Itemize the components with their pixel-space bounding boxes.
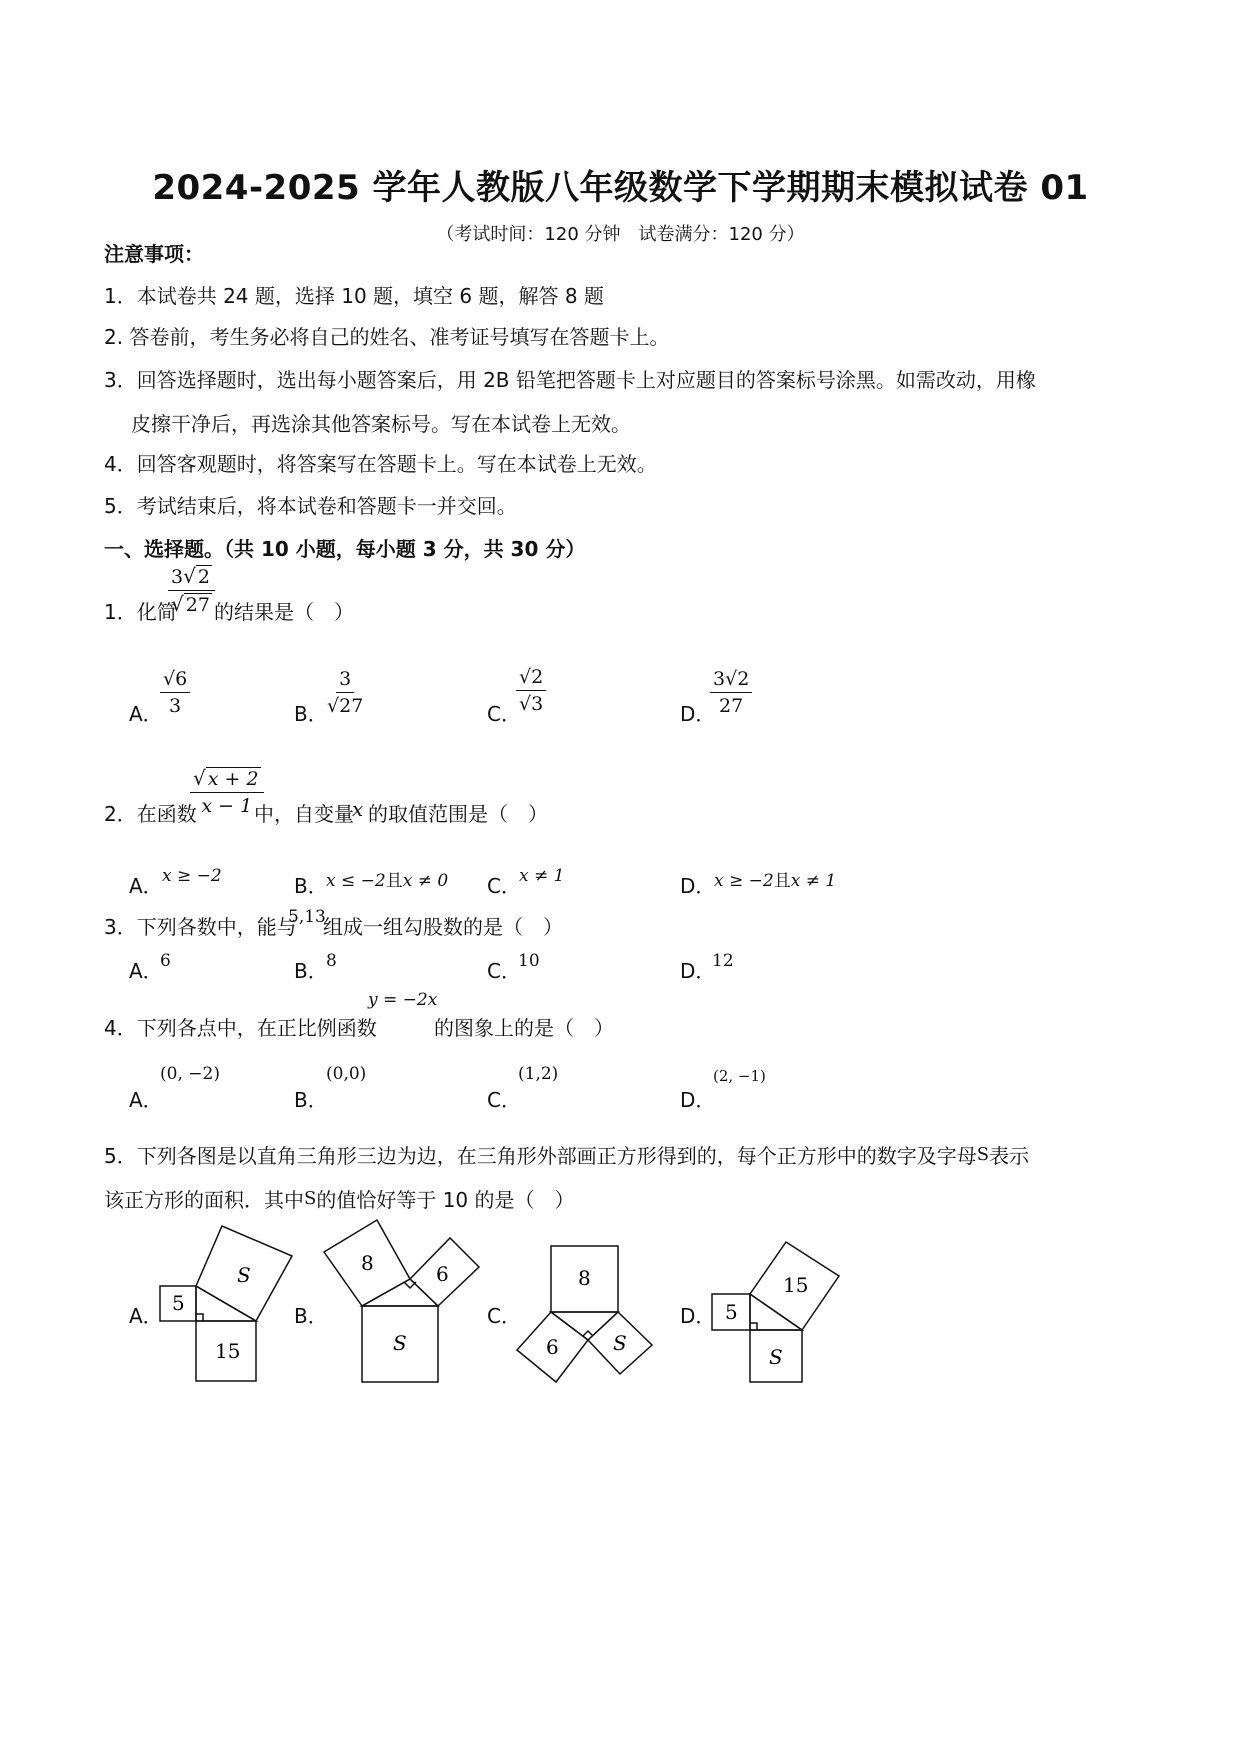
q2-option-c[interactable]: x ≠ 1 [519,866,565,886]
q4-option-d-label[interactable]: D． [680,1088,716,1112]
q1-option-a[interactable]: $\frac{√6}{3}$ [160,666,190,719]
q2-option-a-label[interactable]: A． [129,874,163,898]
q4-function: y = −2x [368,990,438,1010]
q2-option-b[interactable]: x ≤ −2且x ≠ 0 [326,871,449,891]
q3-option-c[interactable]: 10 [518,951,540,971]
q5-option-d-label[interactable]: D． [680,1304,716,1328]
q2-expression: $\frac{√ x + 2}{x - 1}$ [190,765,264,819]
q5-option-c-label[interactable]: C． [487,1304,521,1328]
q1-den-rad: 27 [185,594,210,616]
note-item-4: 4．回答客观题时，将答案写在答题卡上。写在本试卷上无效。 [104,452,657,476]
q4-option-d[interactable]: (2, −1) [713,1067,766,1085]
q4-option-b-label[interactable]: B． [294,1088,328,1112]
q3-nums: 5,13 [288,907,326,927]
q1-option-a-label[interactable]: A． [129,702,163,726]
notes-heading: 注意事项： [104,242,204,266]
q5-line2: 该正方形的面积．其中S的值恰好等于 10 的是（ ） [104,1188,575,1212]
q4-option-c[interactable]: (1,2) [518,1064,559,1084]
note-item-2: 2. 答卷前，考生务必将自己的姓名、准考证号填写在答题卡上。 [104,325,670,349]
exam-info: （考试时间：120 分钟 试卷满分：120 分） [436,224,805,245]
q1-option-d[interactable]: $\frac{3√2}{27}$ [710,666,752,719]
q5-line1: 5．下列各图是以直角三角形三边为边，在三角形外部画正方形得到的，每个正方形中的数字及字母S表示 [104,1144,1030,1168]
q3-option-b[interactable]: 8 [326,951,337,971]
q2-option-a[interactable]: x ≥ −2 [162,866,222,886]
q2-option-d-label[interactable]: D． [680,874,716,898]
q4-option-a-label[interactable]: A． [129,1088,163,1112]
q5-option-b-label[interactable]: B． [294,1304,328,1328]
note-item-3: 3．回答选择题时，选出每小题答案后，用 2B 铅笔把答题卡上对应题目的答案标号涂黑。如需改动，用橡 [104,368,1036,392]
q2-option-c-label[interactable]: C． [487,874,521,898]
q5-figure-b[interactable] [315,1215,485,1390]
q4-suffix: 的图象上的是（ ） [434,1016,614,1040]
q1-num-coef: 3 [171,566,184,588]
q4-option-b[interactable]: (0,0) [326,1064,367,1084]
q1-option-b-label[interactable]: B． [294,702,328,726]
q3-option-b-label[interactable]: B． [294,959,328,983]
q3-option-a-label[interactable]: A． [129,959,163,983]
q5-a-square-3: 15 [215,1339,241,1363]
note-item-3-cont: 皮擦干净后，再选涂其他答案标号。写在本试卷上无效。 [131,412,631,436]
q1-suffix: 的结果是（ ） [214,600,354,624]
note-item-5: 5．考试结束后，将本试卷和答题卡一并交回。 [104,494,517,518]
q2-num-rad: x + 2 [207,768,259,790]
q1-option-b[interactable]: $\frac{3}{√27}$ [327,668,364,717]
q1-expression: $\frac{3√ 2}{√ 27}$ [168,563,215,618]
q1-num-rad: 2 [197,566,210,588]
q5-d-square-2: 15 [783,1273,809,1297]
q5-option-a-label[interactable]: A． [129,1304,163,1328]
q2-suffix-a: 中，自变量 [254,802,354,826]
q5-c-square-1: 8 [578,1266,591,1290]
note-item-1: 1．本试卷共 24 题，选择 10 题，填空 6 题，解答 8 题 [104,284,604,308]
q5-b-square-2: 6 [436,1262,449,1286]
q5-c-square-2: 6 [546,1335,559,1359]
q3-suffix: 组成一组勾股数的是（ ） [323,915,563,939]
section-heading: 一、选择题。（共 10 小题，每小题 3 分，共 30 分） [104,537,586,561]
q1-option-c[interactable]: $\frac{√2}{√3}$ [516,664,546,717]
q1-prefix: 1．化简 [104,600,177,624]
q5-b-square-1: 8 [361,1251,374,1275]
q5-d-square-3: S [769,1345,783,1369]
q2-suffix-b: 的取值范围是（ ） [368,802,548,826]
q2-option-d[interactable]: x ≥ −2且x ≠ 1 [714,871,837,891]
q3-option-a[interactable]: 6 [160,951,171,971]
q4-option-c-label[interactable]: C． [487,1088,521,1112]
q5-b-square-3: S [393,1331,407,1355]
q5-figure-a[interactable] [150,1220,300,1390]
q3-option-c-label[interactable]: C． [487,959,521,983]
q4-prefix: 4．下列各点中，在正比例函数 [104,1016,377,1040]
page-title: 2024-2025 学年人教版八年级数学下学期期末模拟试卷 01 [152,168,1089,208]
q5-figure-c[interactable] [510,1240,660,1390]
q5-a-square-2: S [237,1263,251,1287]
q2-prefix: 2．在函数 [104,802,197,826]
q3-option-d-label[interactable]: D． [680,959,716,983]
q5-a-square-1: 5 [172,1291,185,1315]
q5-c-square-3: S [613,1331,627,1355]
q2-option-b-label[interactable]: B． [294,874,328,898]
q2-var: x [352,797,364,821]
q3-prefix: 3．下列各数中，能与 [104,915,297,939]
q5-figure-d[interactable] [705,1235,845,1390]
q3-option-d[interactable]: 12 [712,951,734,971]
q2-den: x − 1 [201,795,253,817]
q1-option-c-label[interactable]: C． [487,702,521,726]
q4-option-a[interactable]: (0, −2) [160,1064,220,1084]
q1-option-d-label[interactable]: D． [680,702,716,726]
q5-d-square-1: 5 [725,1300,738,1324]
